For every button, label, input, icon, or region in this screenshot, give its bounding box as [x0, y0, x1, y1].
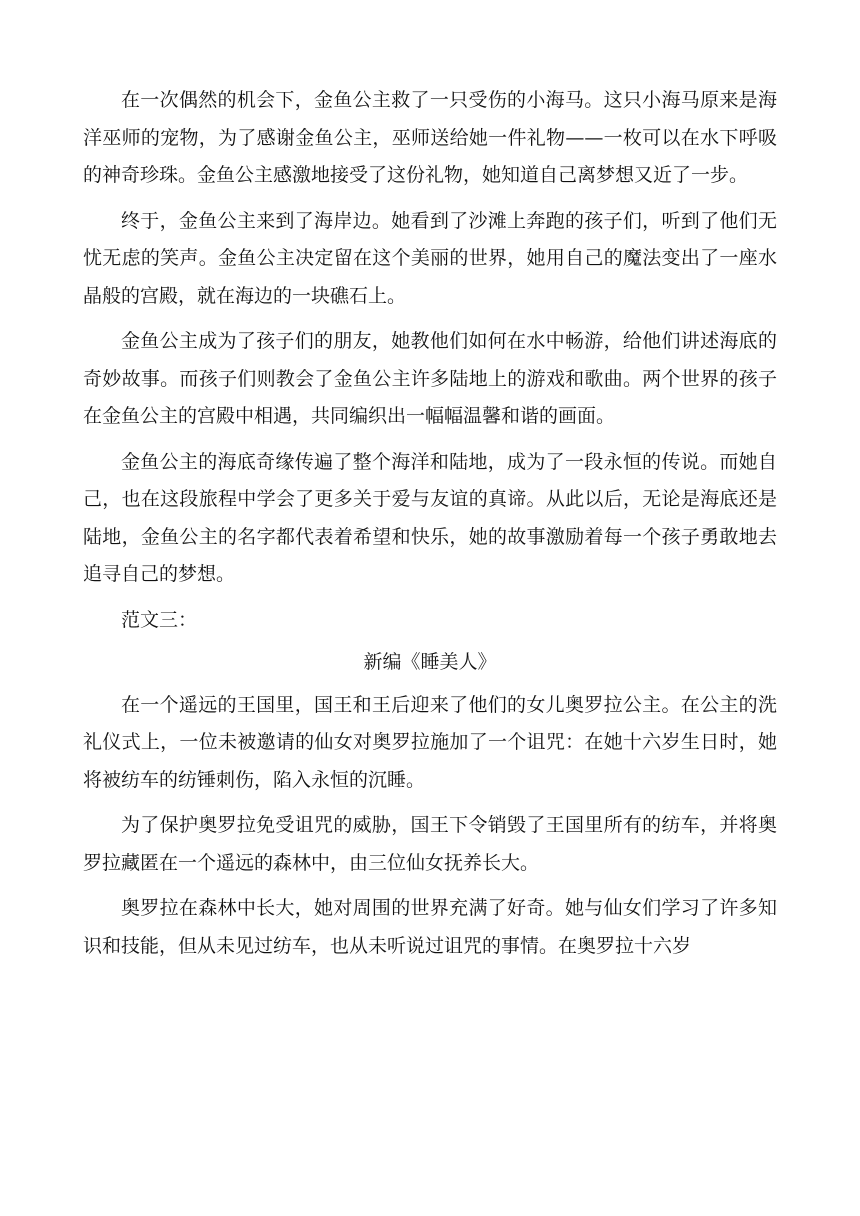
- story-title: 新编《睡美人》: [363, 651, 497, 673]
- section-label: 范文三：: [121, 608, 198, 631]
- paragraph-4: 金鱼公主的海底奇缘传遍了整个海洋和陆地，成为了一段永恒的传说。而她自己，也在这段旅程中学会了更多关于爱与友谊的真谛。从此以后，无论是海底还是陆地，金鱼公主的名字都代表着希望和快乐，她的故事激励着每一个孩子勇敢地去追寻自己的梦想。: [83, 450, 777, 585]
- paragraph-1: 在一次偶然的机会下，金鱼公主救了一只受伤的小海马。这只小海马原来是海洋巫师的宠物，为了感谢金鱼公主，巫师送给她一件礼物——一枚可以在水下呼吸的神奇珍珠。金鱼公主感激地接受了这份礼物，她知道自己离梦想又近了一步。: [83, 89, 777, 186]
- paragraph-2: 终于，金鱼公主来到了海岸边。她看到了沙滩上奔跑的孩子们，听到了他们无忧无虑的笑声。金鱼公主决定留在这个美丽的世界，她用自己的魔法变出了一座水晶般的宫殿，就在海边的一块礁石上。: [83, 209, 777, 307]
- document-page: [83, 82, 777, 973]
- paragraph-3: 金鱼公主成为了孩子们的朋友，她教他们如何在水中畅游，给他们讲述海底的奇妙故事。而孩子们则教会了金鱼公主许多陆地上的游戏和歌曲。两个世界的孩子在金鱼公主的宫殿中相遇，共同编织出一幅幅温馨和谐的画面。: [83, 330, 777, 427]
- paragraph-6: 为了保护奥罗拉免受诅咒的威胁，国王下令销毁了王国里所有的纺车，并将奥罗拉藏匿在一个遥远的森林中，由三位仙女抚养长大。: [83, 814, 777, 874]
- paragraph-5: 在一个遥远的王国里，国王和王后迎来了他们的女儿奥罗拉公主。在公主的洗礼仪式上，一位未被邀请的仙女对奥罗拉施加了一个诅咒：在她十六岁生日时，她将被纺车的纺锤刺伤，陷入永恒的沉睡。: [83, 693, 777, 791]
- paragraph-7: 奥罗拉在森林中长大，她对周围的世界充满了好奇。她与仙女们学习了许多知识和技能，但从未见过纺车，也从未听说过诅咒的事情。在奥罗拉十六岁: [83, 897, 777, 957]
